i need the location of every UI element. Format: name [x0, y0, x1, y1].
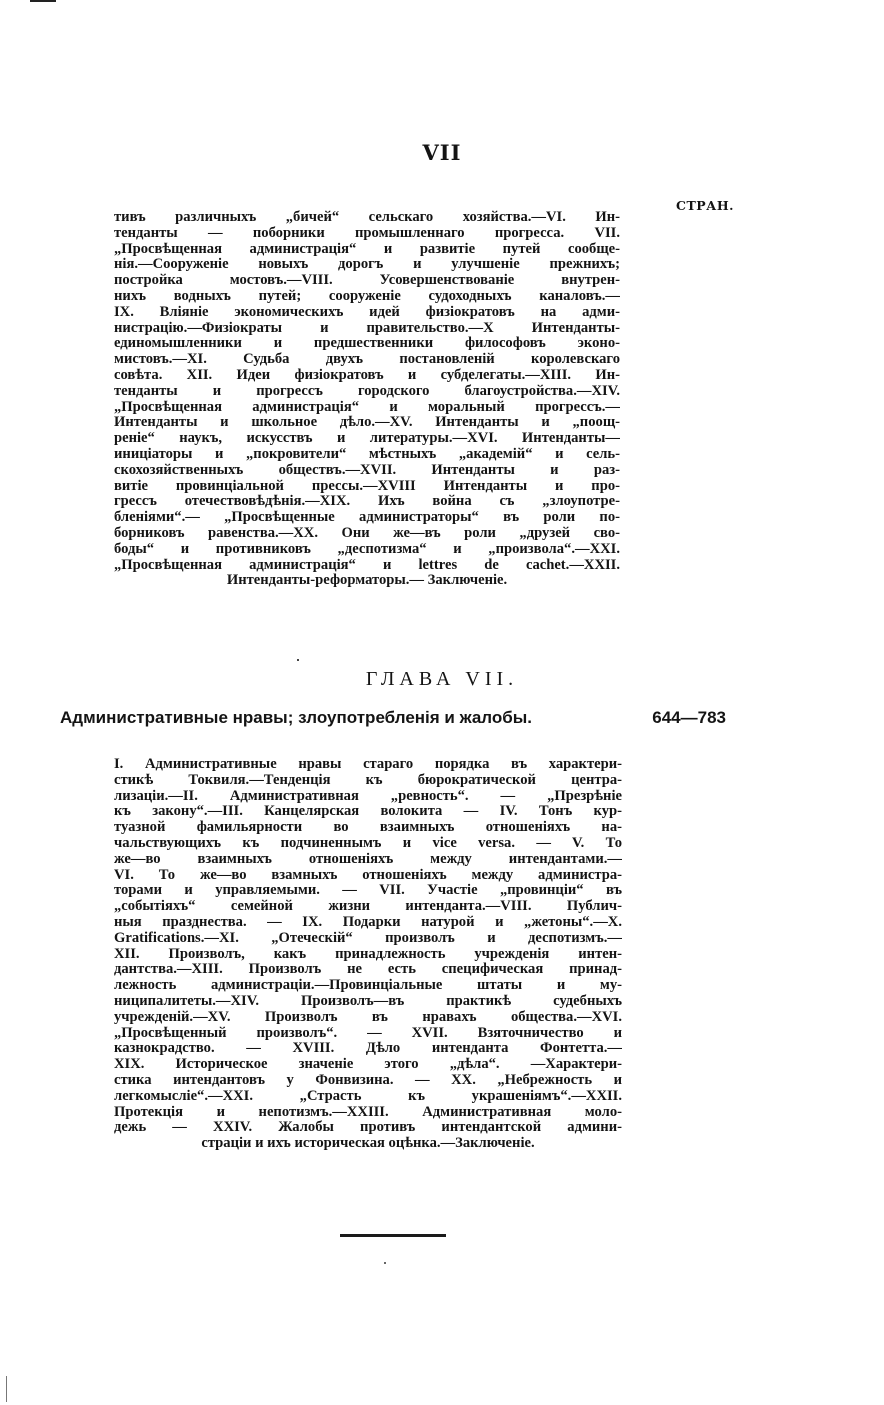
text-line: VI. То же—во взамныхъ отношеніяхъ между администра-: [114, 867, 622, 883]
text-line: ниципалитеты.—XIV. Произволъ—въ практикѣ судебныхъ: [114, 993, 622, 1009]
text-line: „Просвѣщенная администрація“ и lettres de cachet.—XXII.: [114, 557, 620, 573]
print-speck: [384, 1262, 386, 1264]
contents-block-chapter-6: [114, 210, 620, 589]
text-line: витіе провинціальной прессы.—XVIII Интенданты и про-: [114, 478, 620, 494]
text-line: бленіями“.— „Просвѣщенные администраторы“ въ роли по-: [114, 510, 620, 526]
text-line: же—во взаимныхъ отношеніяхъ между интендантами.—: [114, 851, 622, 867]
text-line: тенданты — поборники промышленнаго прогресса. VII.: [114, 225, 620, 241]
text-line: Протекція и непотизмъ.—XXIII. Административная моло-: [114, 1104, 622, 1120]
text-line: „Просвѣщенная администрація“ и развитіе путей сообще-: [114, 241, 620, 257]
page-edge-mark: [6, 1376, 7, 1402]
text-line: Интенданты-реформаторы.— Заключеніе.: [226, 573, 508, 589]
text-line: нихъ водныхъ путей; сооруженіе судоходныхъ каналовъ.—: [114, 288, 620, 304]
text-line: туазной фамильярности во взаимныхъ отношеніяхъ на-: [114, 820, 622, 836]
text-line: грессъ отечествовѣдѣнія.—XIX. Ихъ война съ „злоупотре-: [114, 494, 620, 510]
print-speck: [297, 659, 299, 661]
text-line: реніе“ наукъ, искусствъ и литературы.—XVI. Интенданты—: [114, 431, 620, 447]
text-line: XIX. Историческое значеніе этого „дѣла“. —Характери-: [114, 1057, 622, 1073]
text-line: Интенданты и школьное дѣло.—XV. Интенданты и „поощ-: [114, 415, 620, 431]
text-line: чальствующихъ къ подчиненнымъ и vice versa. — V. То: [114, 835, 622, 851]
text-line: IX. Вліяніе экономическихъ идей физіократовъ на адми-: [114, 304, 620, 320]
text-line: XII. Произволъ, какъ принадлежность учрежденія интен-: [114, 946, 622, 962]
text-line: Gratifications.—XI. „Отеческій“ произволъ и деспотизмъ.—: [114, 930, 622, 946]
text-line: скохозяйственныхъ обществъ.—XVII. Интенданты и раз-: [114, 462, 620, 478]
corner-mark: [30, 0, 56, 2]
text-line: легкомысліе“.—XXI. „Страсть къ украшеніямъ“.—XXII.: [114, 1088, 622, 1104]
text-line: стика интендантовъ у Фонвизина. — XX. „Небрежность и: [114, 1072, 622, 1088]
text-line: „Просвѣщенный произволъ“. — XVII. Взяточничество и: [114, 1025, 622, 1041]
text-line: единомышленники и предшественники философовъ эконо-: [114, 336, 620, 352]
chapter-title: Административные нравы; злоупотребленія и жалобы.: [60, 708, 532, 727]
text-line: тивъ различныхъ „бичей“ сельскаго хозяйства.—VI. Ин-: [114, 210, 620, 225]
chapter-pages: 644—783: [652, 708, 726, 727]
chapter-title-row: [60, 708, 726, 728]
text-line: казнокрадство. — XVIII. Дѣло интенданта Фонтетта.—: [114, 1041, 622, 1057]
text-line: „Просвѣщенная администрація“ и моральный прогрессъ.—: [114, 399, 620, 415]
text-line: совѣта. XII. Идеи физіократовъ и субделегаты.—XIII. Ин-: [114, 367, 620, 383]
text-line: ныя празднества. — IX. Подарки натурой и „жетоны“.—X.: [114, 914, 622, 930]
text-line: дантства.—XIII. Произволъ не есть специфическая принад-: [114, 962, 622, 978]
page-number: VII: [422, 140, 462, 165]
text-line: „событіяхъ“ семейной жизни интенданта.—VIII. Публич-: [114, 899, 622, 915]
text-line: лежность администраціи.—Провинціальные штаты и му-: [114, 978, 622, 994]
text-line: лизаціи.—II. Административная „ревность“. — „Презрѣніе: [114, 788, 622, 804]
text-line: торами и управляемыми. — VII. Участіе „провинціи“ въ: [114, 883, 622, 899]
text-line: нія.—Сооруженіе новыхъ дорогъ и улучшеніе прежнихъ;: [114, 257, 620, 273]
text-line: борниковъ равенства.—XX. Они же—въ роли „друзей сво-: [114, 525, 620, 541]
text-line: къ закону“.—III. Канцелярская волокита — IV. Тонъ кур-: [114, 804, 622, 820]
text-line: дежь — XXIV. Жалобы противъ интендантской админи-: [114, 1120, 622, 1136]
text-line: страціи и ихъ историческая оцѣнка.—Заключеніе.: [201, 1136, 535, 1152]
text-line: I. Административные нравы стараго порядка въ характери-: [114, 757, 622, 772]
page-column-label: СТРАН.: [676, 198, 734, 213]
contents-block-chapter-7: [114, 757, 622, 1152]
chapter-heading: ГЛАВА VII.: [365, 668, 519, 690]
text-line: мистовъ.—XI. Судьба двухъ постановленій королевскаго: [114, 352, 620, 368]
text-line: учрежденій.—XV. Произволъ въ нравахъ общества.—XVI.: [114, 1009, 622, 1025]
text-line: стикѣ Токвиля.—Тенденція къ бюрократической центра-: [114, 772, 622, 788]
end-rule: [340, 1234, 446, 1237]
text-line: постройка мостовъ.—VIII. Усовершенствованіе внутрен-: [114, 273, 620, 289]
text-line: нистрацію.—Физіократы и правительство.—X Интенданты-: [114, 320, 620, 336]
text-line: боды“ и противниковъ „деспотизма“ и „произвола“.—XXI.: [114, 541, 620, 557]
text-line: иниціаторы и „покровители“ мѣстныхъ „академій“ и сель-: [114, 446, 620, 462]
text-line: тенданты и прогрессъ городского благоустройства.—XIV.: [114, 383, 620, 399]
